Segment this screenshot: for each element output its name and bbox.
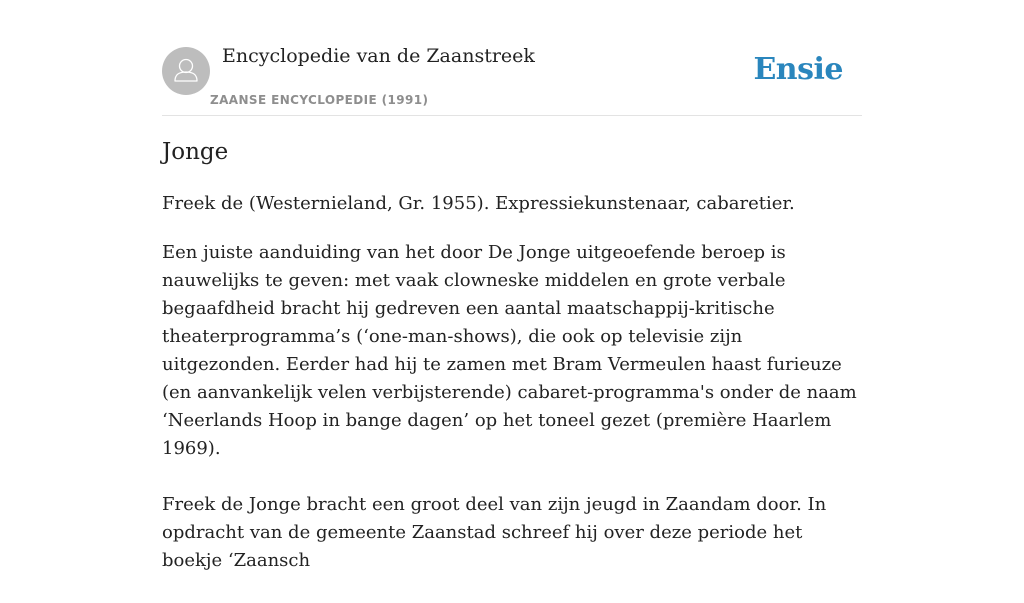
article-container — [162, 0, 862, 571]
entry-lead: Freek de (Westernieland, Gr. 1955). Expressiekunstenaar, cabaretier. — [162, 193, 795, 214]
brand-logo[interactable]: Ensie — [753, 52, 843, 87]
body-paragraph: Freek de Jonge bracht een groot deel van zijn jeugd in Zaandam door. In opdracht van de gemeente Zaanstad schreef hij over deze periode het boekje ‘Zaansch — [162, 494, 827, 571]
source-title[interactable]: Encyclopedie van de Zaanstreek — [222, 45, 535, 67]
entry-title: Jonge — [162, 139, 229, 165]
body-paragraph: Een juiste aanduiding van het door De Jonge uitgeoefende beroep is nauwelijks te geven: met vaak clowneske middelen en grote verbale begaafdheid bracht hij gedreven een aantal maatschappij-kritische theaterprogramma’s (‘one-man-shows), die ook op televisie zijn uitgezonden. Eerder had hij te zamen met Bram Vermeulen haast furieuze (en aanvankelijk velen verbijsterende) cabaret-programma's onder de naam ‘Neerlands Hoop in bange dagen’ op het toneel gezet (première Haarlem 1969). — [162, 242, 857, 459]
source-subtitle: ZAANSE ENCYCLOPEDIE (1991) — [210, 93, 429, 107]
entry-body — [162, 239, 862, 603]
user-icon — [162, 47, 210, 95]
source-header — [162, 0, 862, 116]
avatar[interactable] — [162, 47, 210, 95]
